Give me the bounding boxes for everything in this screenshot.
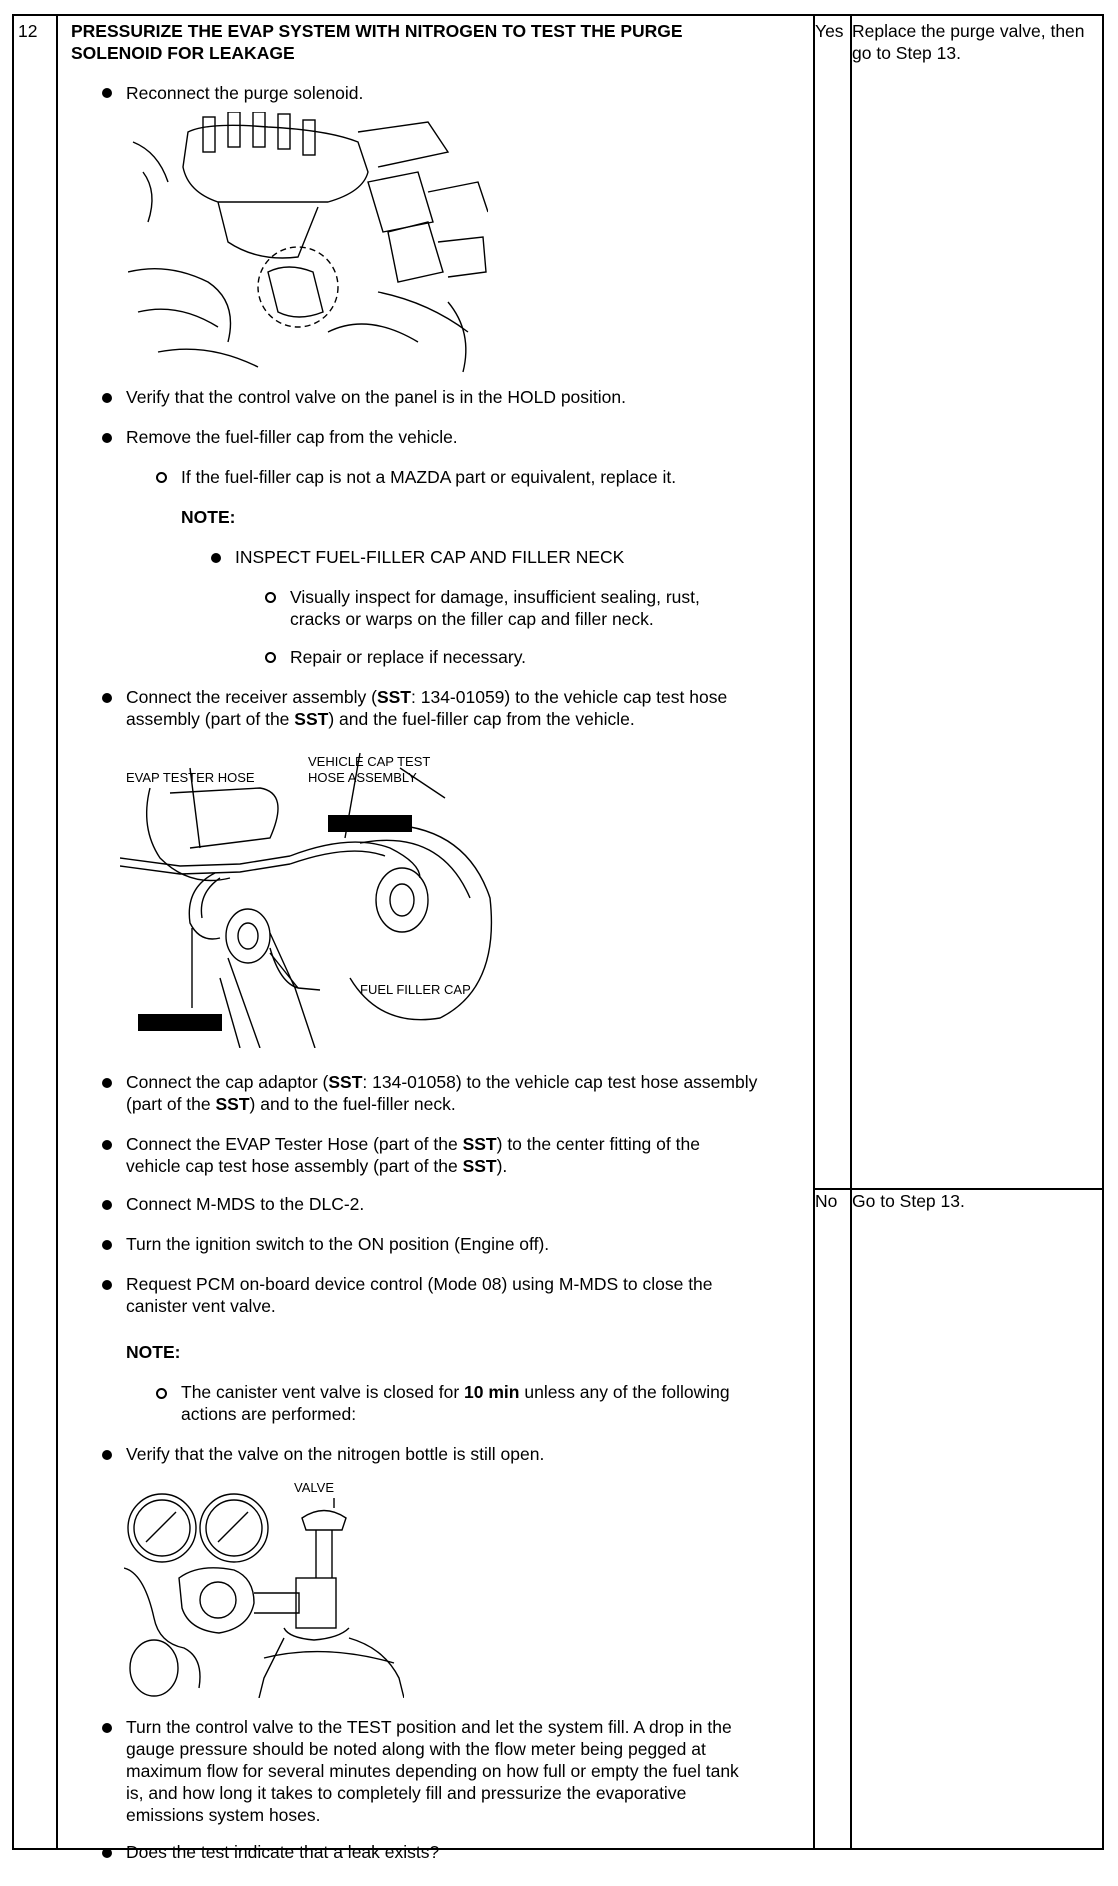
instruction-evap-hose-line1: Connect the EVAP Tester Hose (part of the SST) to the center fitting of the bbox=[126, 1134, 700, 1154]
column-divider bbox=[813, 16, 815, 1848]
instruction-cap-adaptor-line1: Connect the cap adaptor (SST: 134-01058) to the vehicle cap test hose assembly bbox=[126, 1072, 758, 1092]
note-inspect-line2: cracks or warps on the filler cap and filler neck. bbox=[290, 609, 654, 629]
instruction-request-pcm-line2: canister vent valve. bbox=[126, 1296, 276, 1316]
note-vent-valve-line2: actions are performed: bbox=[181, 1404, 357, 1424]
instruction-ignition-on: Turn the ignition switch to the ON position (Engine off). bbox=[126, 1234, 550, 1254]
note-repair: Repair or replace if necessary. bbox=[290, 647, 527, 667]
instruction-receiver-line1: Connect the receiver assembly (SST: 134-01059) to the vehicle cap test hose bbox=[126, 687, 728, 707]
bullet-icon bbox=[102, 1140, 112, 1150]
bullet-icon bbox=[102, 693, 112, 703]
instruction-receiver-line2: assembly (part of the SST) and the fuel-filler cap from the vehicle. bbox=[126, 709, 635, 729]
bullet-icon bbox=[102, 393, 112, 403]
instruction-test-line5: emissions system hoses. bbox=[126, 1805, 321, 1825]
sub-bullet-icon bbox=[265, 652, 276, 663]
instruction-leak-question: Does the test indicate that a leak exists? bbox=[126, 1842, 440, 1862]
label-evap-tester-hose: EVAP TESTER HOSE bbox=[126, 770, 255, 785]
step-title-line2: SOLENOID FOR LEAKAGE bbox=[71, 43, 295, 63]
instruction-reconnect: Reconnect the purge solenoid. bbox=[126, 83, 364, 103]
note-vent-valve-line1: The canister vent valve is closed for 10 min unless any of the following bbox=[181, 1382, 730, 1402]
instruction-remove-cap: Remove the fuel-filler cap from the vehicle. bbox=[126, 427, 458, 447]
note-inspect-heading: INSPECT FUEL-FILLER CAP AND FILLER NECK bbox=[235, 547, 625, 567]
yes-label: Yes bbox=[815, 21, 844, 41]
step-number: 12 bbox=[18, 21, 38, 41]
instruction-replace-cap: If the fuel-filler cap is not a MAZDA part or equivalent, replace it. bbox=[181, 467, 677, 487]
instruction-request-pcm-line1: Request PCM on-board device control (Mode 08) using M-MDS to close the bbox=[126, 1274, 713, 1294]
no-action: Go to Step 13. bbox=[852, 1191, 965, 1211]
column-divider bbox=[56, 16, 58, 1848]
sub-bullet-icon bbox=[265, 592, 276, 603]
purge-solenoid-figure bbox=[128, 112, 488, 382]
yes-action-line2: go to Step 13. bbox=[852, 43, 961, 63]
instruction-connect-mmds: Connect M-MDS to the DLC-2. bbox=[126, 1194, 365, 1214]
redacted-label bbox=[138, 1014, 222, 1031]
instruction-evap-hose-line2: vehicle cap test hose assembly (part of the SST). bbox=[126, 1156, 508, 1176]
instruction-test-line2: gauge pressure should be noted along with the flow meter being pegged at bbox=[126, 1739, 706, 1759]
bullet-icon bbox=[102, 1200, 112, 1210]
bullet-icon bbox=[102, 1450, 112, 1460]
note-label: NOTE: bbox=[126, 1342, 181, 1362]
note-label: NOTE: bbox=[181, 507, 236, 527]
bullet-icon bbox=[102, 1078, 112, 1088]
cap-test-hose-figure bbox=[120, 748, 500, 1048]
no-label: No bbox=[815, 1191, 838, 1211]
bullet-icon bbox=[102, 1280, 112, 1290]
bullet-icon bbox=[211, 553, 221, 563]
label-vehicle-cap-line2: HOSE ASSEMBLY bbox=[308, 770, 417, 785]
instruction-verify-hold: Verify that the control valve on the panel is in the HOLD position. bbox=[126, 387, 627, 407]
step-title-line1: PRESSURIZE THE EVAP SYSTEM WITH NITROGEN TO TEST THE PURGE bbox=[71, 21, 683, 41]
label-vehicle-cap-line1: VEHICLE CAP TEST bbox=[308, 754, 431, 769]
bullet-icon bbox=[102, 1240, 112, 1250]
label-valve: VALVE bbox=[294, 1480, 334, 1495]
bullet-icon bbox=[102, 1848, 112, 1858]
instruction-verify-nitrogen: Verify that the valve on the nitrogen bottle is still open. bbox=[126, 1444, 545, 1464]
bullet-icon bbox=[102, 1723, 112, 1733]
instruction-cap-adaptor-line2: (part of the SST) and to the fuel-filler neck. bbox=[126, 1094, 456, 1114]
note-inspect-line1: Visually inspect for damage, insufficient sealing, rust, bbox=[290, 587, 700, 607]
label-fuel-filler-cap: FUEL FILLER CAP bbox=[360, 982, 471, 997]
sub-bullet-icon bbox=[156, 472, 167, 483]
sub-bullet-icon bbox=[156, 1388, 167, 1399]
bullet-icon bbox=[102, 88, 112, 98]
instruction-test-line3: maximum flow for several minutes depending on how full or empty the fuel tank bbox=[126, 1761, 739, 1781]
nitrogen-bottle-figure bbox=[124, 1478, 404, 1698]
yes-action-line1: Replace the purge valve, then bbox=[852, 21, 1085, 41]
column-divider bbox=[850, 16, 852, 1848]
bullet-icon bbox=[102, 433, 112, 443]
instruction-test-line4: is, and how long it takes to completely fill and pressurize the evaporative bbox=[126, 1783, 687, 1803]
redacted-label bbox=[328, 815, 412, 832]
instruction-test-line1: Turn the control valve to the TEST position and let the system fill. A drop in the bbox=[126, 1717, 732, 1737]
